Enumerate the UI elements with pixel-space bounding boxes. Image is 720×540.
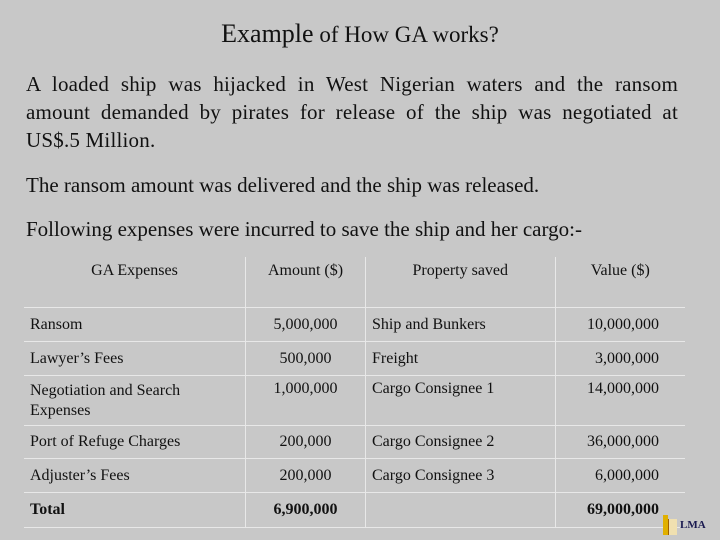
expenses-intro-paragraph: Following expenses were incurred to save the ship and her cargo:- <box>26 217 582 241</box>
logo-text: LMA <box>680 519 706 531</box>
header-ga-expenses: GA Expenses <box>24 257 245 308</box>
value-cell: 14,000,000 <box>555 376 685 426</box>
value-cell: 36,000,000 <box>555 426 685 459</box>
ransom-paragraph: The ransom amount was delivered and the ship was released. <box>26 173 540 197</box>
expense-cell: Ransom <box>24 308 245 342</box>
expense-cell: Negotiation and Search Expenses <box>24 376 245 426</box>
value-cell: 10,000,000 <box>555 308 685 342</box>
expense-cell: Port of Refuge Charges <box>24 426 245 459</box>
table-header-row <box>24 257 685 308</box>
property-cell: Cargo Consignee 3 <box>366 459 556 493</box>
header-value: Value ($) <box>555 257 685 308</box>
header-amount: Amount ($) <box>245 257 365 308</box>
property-cell: Cargo Consignee 1 <box>366 376 556 426</box>
value-cell: 6,000,000 <box>555 459 685 493</box>
lma-logo <box>663 515 706 535</box>
ga-expenses-table <box>24 257 685 528</box>
expense-cell: Lawyer’s Fees <box>24 342 245 376</box>
table-row <box>24 342 685 376</box>
property-cell: Ship and Bunkers <box>366 308 556 342</box>
total-value: 69,000,000 <box>555 493 685 528</box>
table-row <box>24 376 685 426</box>
slide-title <box>0 18 720 51</box>
property-cell: Cargo Consignee 2 <box>366 426 556 459</box>
table-row <box>24 308 685 342</box>
amount-cell: 1,000,000 <box>245 376 365 426</box>
table-row <box>24 459 685 493</box>
total-label: Total <box>24 493 245 528</box>
title-part-1: Example <box>221 19 314 48</box>
title-part-2: of How GA works? <box>313 22 499 47</box>
expense-cell: Adjuster’s Fees <box>24 459 245 493</box>
total-amount: 6,900,000 <box>245 493 365 528</box>
amount-cell: 200,000 <box>245 426 365 459</box>
total-property <box>366 493 556 528</box>
amount-cell: 5,000,000 <box>245 308 365 342</box>
lma-logo-icon <box>663 515 677 535</box>
table-row <box>24 426 685 459</box>
intro-paragraph: A loaded ship was hijacked in West Nigerian waters and the ransom amount demanded by pirates for release of the ship was negotiated at US$.5 Million. <box>26 72 678 152</box>
header-property-saved: Property saved <box>366 257 556 308</box>
total-row <box>24 493 685 528</box>
amount-cell: 500,000 <box>245 342 365 376</box>
property-cell: Freight <box>366 342 556 376</box>
amount-cell: 200,000 <box>245 459 365 493</box>
value-cell: 3,000,000 <box>555 342 685 376</box>
